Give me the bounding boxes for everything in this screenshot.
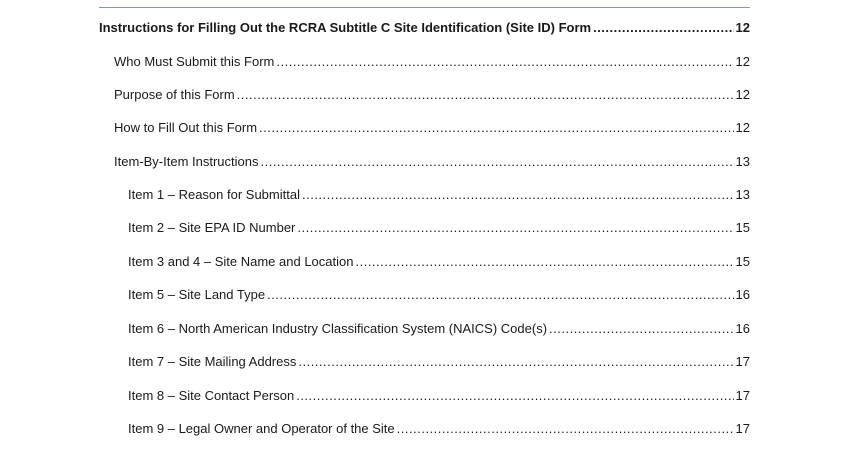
toc-dot-leader [276,53,733,71]
toc-dot-leader [298,353,733,371]
toc-entry-title: Item 3 and 4 – Site Name and Location [128,254,354,269]
toc-entry-title: Item-By-Item Instructions [114,154,259,169]
toc-entry-title: Who Must Submit this Form [114,54,275,69]
toc-entry-title: Item 6 – North American Industry Classification System (NAICS) Code(s) [128,321,548,336]
toc-dot-leader [297,219,733,237]
toc-entry-page: 17 [735,421,750,436]
toc-dot-leader [549,320,734,338]
toc-entry-who-must-submit[interactable] [114,53,750,71]
toc-dot-leader [593,19,733,37]
toc-entry-page: 12 [735,120,750,135]
toc-entry-instructions[interactable] [99,19,750,37]
toc-entry-item-by-item[interactable] [114,153,750,171]
toc-entry-title: Purpose of this Form [114,87,235,102]
toc-entry-page: 17 [735,354,750,369]
toc-entry-page: 12 [735,54,750,69]
toc-entry-purpose[interactable] [114,86,750,104]
toc-entry-item-9[interactable] [128,420,750,438]
toc-entry-how-to-fill-out[interactable] [114,119,750,137]
toc-entry-item-2[interactable] [128,219,750,237]
toc-entry-page: 12 [735,87,750,102]
toc-entry-page: 13 [735,154,750,169]
toc-entry-title: Item 7 – Site Mailing Address [128,354,297,369]
toc-entry-page: 15 [735,220,750,235]
toc-dot-leader [355,253,733,271]
toc-entry-page: 16 [735,287,750,302]
toc-entry-title: Item 9 – Legal Owner and Operator of the Site [128,421,395,436]
toc-entry-item-1[interactable] [128,186,750,204]
toc-entry-item-3-4[interactable] [128,253,750,271]
toc-dot-leader [397,420,734,438]
toc-dot-leader [267,286,733,304]
toc-entry-item-8[interactable] [128,387,750,405]
toc-dot-leader [296,387,733,405]
toc-dot-leader [302,186,734,204]
toc-entry-page: 13 [735,187,750,202]
toc-entry-title: Item 8 – Site Contact Person [128,388,295,403]
toc-entry-page: 15 [735,254,750,269]
header-divider [99,7,750,8]
toc-entry-title: Instructions for Filling Out the RCRA Subtitle C Site Identification (Site ID) Form [99,20,592,35]
toc-dot-leader [237,86,734,104]
toc-entry-title: Item 2 – Site EPA ID Number [128,220,296,235]
toc-entry-item-7[interactable] [128,353,750,371]
toc-entry-item-6[interactable] [128,320,750,338]
toc-entry-page: 17 [735,388,750,403]
toc-entry-page: 16 [735,321,750,336]
toc-entry-item-5[interactable] [128,286,750,304]
toc-entry-title: Item 1 – Reason for Submittal [128,187,300,202]
clipped-header-text [682,0,750,1]
toc-dot-leader [260,153,733,171]
toc-dot-leader [259,119,734,137]
toc-entry-page: 12 [735,20,750,35]
toc-entry-title: Item 5 – Site Land Type [128,287,266,302]
toc-entry-title: How to Fill Out this Form [114,120,258,135]
